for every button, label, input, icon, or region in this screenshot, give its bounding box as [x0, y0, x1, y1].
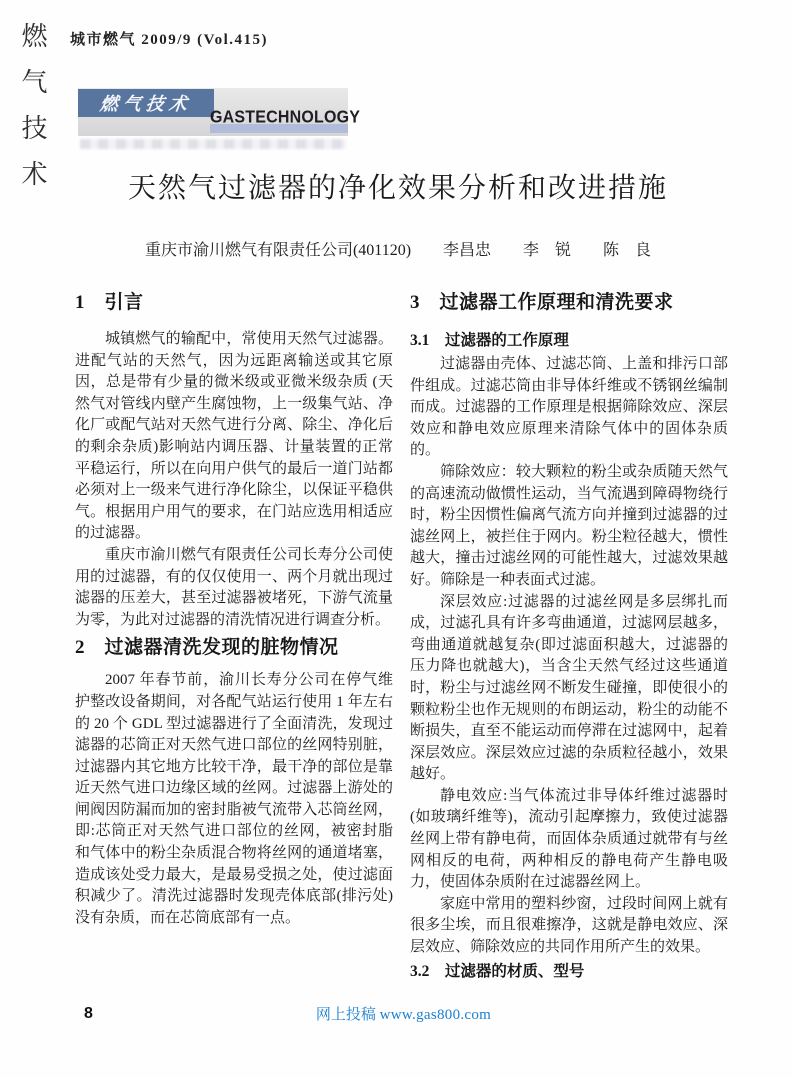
paragraph-depth-effect: 深层效应:过滤器的过滤丝网是多层绑扎而成，过滤孔具有许多弯曲通道，过滤网层越多，弯曲通道就越复杂(即过滤面积越大，过滤器的压力降也就越大)，当含尘天然气经过这些通道时，粉尘与过滤丝网不断发生碰撞，即使很小的颗粒粉尘也作无规则的布朗运动，粉尘的动能不断损失，直至不能运动而停滞在过滤网中，起着深层效应。深层效应过滤的杂质粒径越小，效果越好。 — [410, 593, 728, 783]
paragraph-principle-overview: 过滤器由壳体、过滤芯筒、上盖和排污口部件组成。过滤芯筒由非导体纤维或不锈钢丝编制而成。过滤器的工作原理是根据筛除效应、深层效应和静电效应原理来清除气体中的固体杂质的。 — [410, 356, 728, 459]
banner-title-cn: 燃气技术 — [98, 94, 193, 114]
journal-issue-line: 城市燃气 2009/9 (Vol.415) — [70, 32, 269, 48]
right-column — [410, 291, 728, 982]
submission-url[interactable]: www.gas800.com — [379, 1007, 492, 1023]
section-banner — [78, 87, 361, 151]
left-column — [75, 291, 393, 982]
paragraph-intro-1: 城镇燃气的输配中，常使用天然气过滤器。进配气站的天然气，因为远距离输送或其它原因，总是带有少量的微米级或亚微米级杂质 (天然气对管线内壁产生腐蚀物，上一级集气站、净化厂或配气站对天然气进行分离、除尘、净化后的剩余杂质)影响站内调压器、计量装置的正常平稳运行，所以在向用户供气的最后一道门站都必须对上一级来气进行净化除尘，以保证平稳供气。根据用户用气的要求，在门站应选用相适应的过滤器。 — [75, 331, 393, 542]
online-submission-link[interactable] — [0, 1003, 793, 1024]
article-body — [75, 291, 728, 982]
online-submission-label[interactable]: 网上投稿 — [315, 1007, 376, 1023]
page-footer — [0, 1003, 793, 1029]
subsection-heading-material-model: 3.2 过滤器的材质、型号 — [410, 962, 585, 980]
banner-print-bleed — [80, 139, 346, 149]
banner-title-box — [78, 89, 214, 117]
section-heading-cleaning-findings: 2 过滤器清洗发现的脏物情况 — [75, 637, 339, 659]
article-byline: 重庆市渝川燃气有限责任公司(401120) 李昌忠 李 锐 陈 良 — [144, 242, 652, 259]
paragraph-cleaning-findings: 2007 年春节前，渝川长寿分公司在停气维护整改设备期间，对各配气站运行使用 1 年左右的 20 个 GDL 型过滤器进行了全面清洗，发现过滤器的芯筒正对天然气进口部位的丝网特别脏，过滤器内其它地方比较干净，最干净的部位是靠近天然气进口边缘区域的丝网。过滤器上游处的闸阀因防漏而加的密封脂被气流带入芯筒丝网，即:芯筒正对天然气进口部位的丝网，被密封脂和气体中的粉尘杂质混合物将丝网的通道堵塞，造成该处受力最大，是最易受损之处，使过滤面积减少了。清洗过滤器时发现壳体底部(排污处)没有杂质，而在芯筒底部有一点。 — [75, 672, 393, 926]
page-number: 8 — [84, 1005, 93, 1022]
paragraph-sieving-effect: 筛除效应：较大颗粒的粉尘或杂质随天然气的高速流动做惯性运动，当气流遇到障碍物绕行时，粉尘因惯性偏离气流方向并撞到过滤器的过滤丝网上，被拦住于网内。粉尘粒径越大，惯性越大，撞击过滤丝网的可能性越大，过滤效果越好。筛除是一种表面式过滤。 — [410, 463, 728, 588]
paragraph-electrostatic-effect: 静电效应:当气体流过非导体纤维过滤器时(如玻璃纤维等)，流动引起摩擦力，致使过滤器丝网上带有静电荷，而固体杂质通过就带有与丝网相反的电荷，两种相反的静电荷产生静电吸力，使固体杂质附在过滤器丝网上。 — [410, 787, 728, 891]
section-heading-introduction: 1 引言 — [75, 292, 144, 313]
article-title: 天然气过滤器的净化效果分析和改进措施 — [127, 173, 668, 204]
paragraph-window-screen-example: 家庭中常用的塑料纱窗，过段时间网上就有很多尘埃，而且很难擦净，这就是静电效应、深层效应、筛除效应的共同作用所产生的效果。 — [410, 895, 728, 956]
section-heading-working-principle: 3 过滤器工作原理和清洗要求 — [410, 292, 674, 313]
paragraph-intro-2: 重庆市渝川燃气有限责任公司长寿分公司使用的过滤器，有的仅仅使用一、两个月就出现过滤器的压差大，甚至过滤器被堵死，下游气流量为零，为此对过滤器的清洗情况进行调查分析。 — [75, 546, 393, 628]
spine-vertical-title: 燃气技术 — [18, 22, 47, 206]
banner-title-en: GASTECHNOLOGY — [210, 108, 361, 128]
subsection-heading-principle: 3.1 过滤器的工作原理 — [410, 332, 569, 349]
